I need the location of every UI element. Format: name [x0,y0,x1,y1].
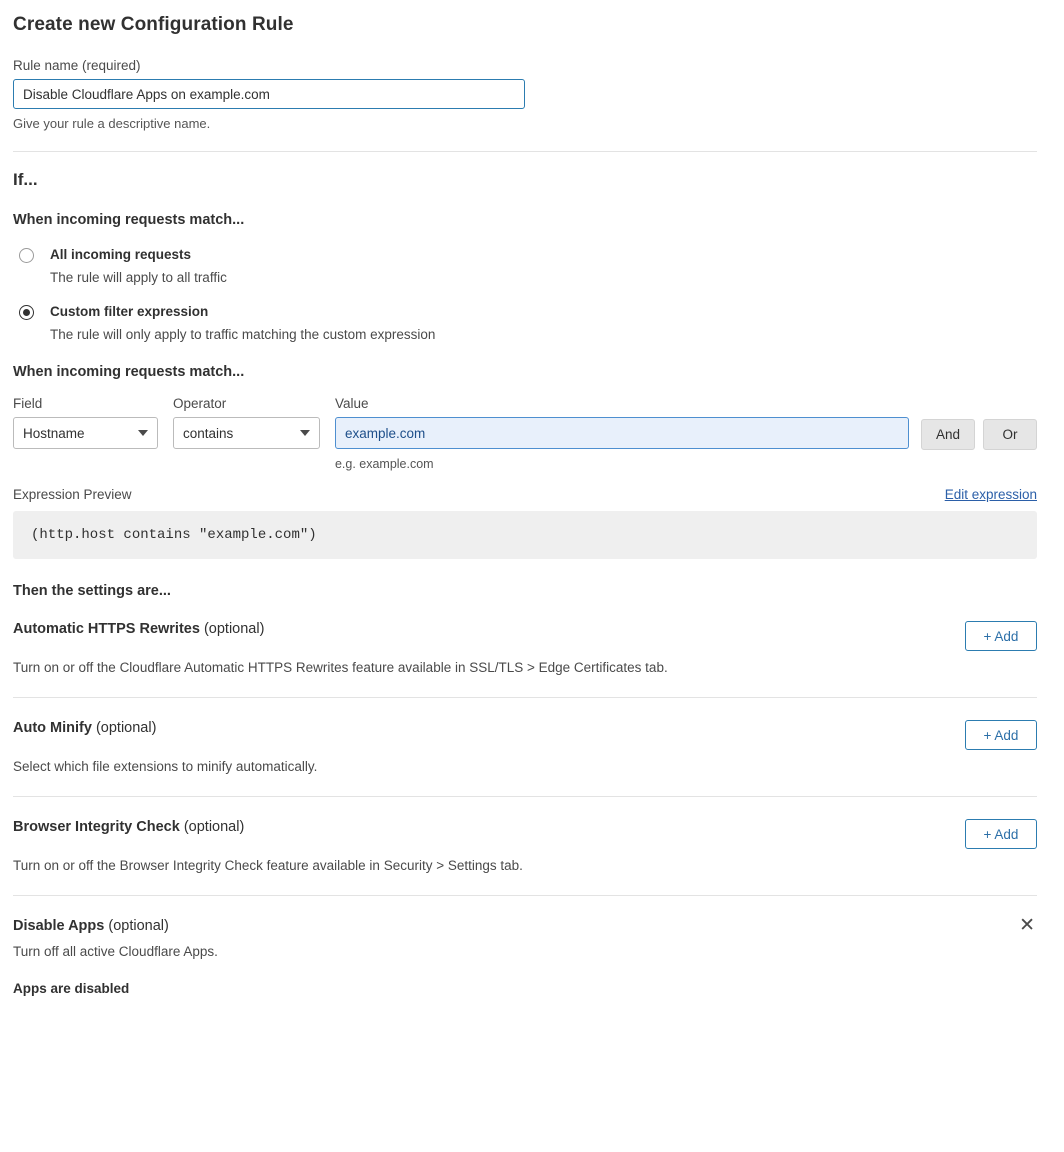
chevron-down-icon [138,430,148,436]
match-heading: When incoming requests match... [13,212,245,228]
add-setting-button[interactable]: + Add [965,819,1037,849]
expression-preview-header [13,487,1037,502]
status-text: Apps are disabled [13,981,130,996]
edit-expression-link[interactable]: Edit expression [944,487,1037,502]
rule-name-group [13,58,1037,131]
setting-name: Disable Apps [13,918,105,934]
then-section-title: Then the settings are... [13,583,171,599]
radio-option-custom-filter[interactable] [13,303,1037,342]
setting-name: Automatic HTTPS Rewrites [13,621,200,637]
remove-setting-button[interactable]: ✕ [1019,915,1035,936]
divider [13,151,1037,152]
rule-name-label: Rule name (required) [13,58,141,73]
setting-title [13,819,244,835]
value-label: Value [334,396,369,411]
value-input[interactable] [335,417,909,449]
radio-label-custom-filter: Custom filter expression [50,304,209,319]
expression-preview-label: Expression Preview [13,487,132,502]
operator-select[interactable] [173,417,320,449]
radio-desc-all-requests: The rule will apply to all traffic [50,270,227,285]
rule-name-input[interactable] [13,79,525,109]
builder-heading: When incoming requests match... [13,364,245,380]
if-section-title: If... [13,170,38,189]
radio-option-all-requests[interactable] [13,246,1037,285]
rule-name-help: Give your rule a descriptive name. [13,116,211,131]
setting-description: Select which file extensions to minify automatically. [13,759,318,774]
setting-optional: (optional) [95,720,157,736]
expression-preview-box: (http.host contains "example.com") [13,511,1037,559]
setting-name: Browser Integrity Check [13,819,180,835]
setting-row [13,896,1037,996]
filter-expression-builder [13,396,1037,471]
page-title: Create new Configuration Rule [13,14,294,35]
field-select[interactable] [13,417,158,449]
field-select-value: Hostname [23,425,85,441]
operator-select-value: contains [182,425,234,441]
setting-description: Turn on or off the Cloudflare Automatic HTTPS Rewrites feature available in SSL/TLS > Edge Certificates tab. [13,660,668,675]
setting-row [13,698,1037,774]
setting-row [13,797,1037,873]
setting-title [13,621,264,637]
add-setting-button[interactable]: + Add [965,720,1037,750]
operator-label: Operator [172,396,227,411]
setting-optional: (optional) [203,621,265,637]
setting-title [13,720,156,736]
radio-desc-custom-filter: The rule will only apply to traffic matching the custom expression [50,327,436,342]
chevron-down-icon [300,430,310,436]
setting-row [13,599,1037,675]
setting-name: Auto Minify [13,720,92,736]
setting-description: Turn on or off the Browser Integrity Check feature available in Security > Settings tab. [13,858,523,873]
or-button[interactable]: Or [983,419,1037,450]
and-button[interactable]: And [921,419,975,450]
setting-optional: (optional) [183,819,245,835]
field-label: Field [13,396,43,411]
value-hint: e.g. example.com [334,457,434,471]
setting-title [13,918,169,934]
add-setting-button[interactable]: + Add [965,621,1037,651]
radio-icon-custom-filter[interactable] [19,305,34,320]
radio-icon-all-requests[interactable] [19,248,34,263]
setting-optional: (optional) [108,918,169,934]
setting-description: Turn off all active Cloudflare Apps. [13,944,218,959]
radio-label-all-requests: All incoming requests [50,247,192,262]
